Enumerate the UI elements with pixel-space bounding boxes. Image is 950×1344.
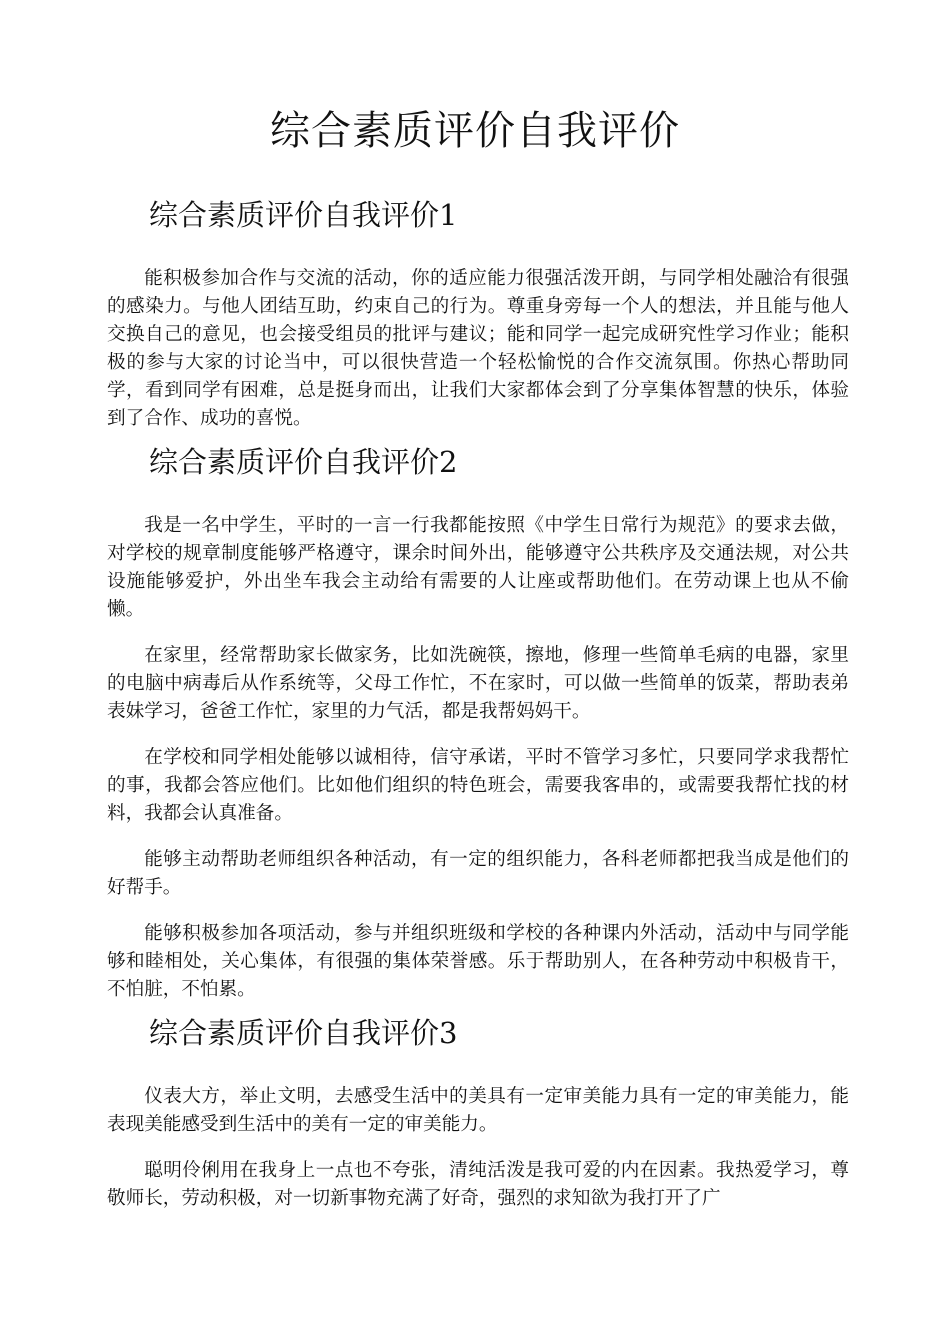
- section-2: [107, 441, 849, 1004]
- paragraph: 能够积极参加各项活动，参与并组织班级和学校的各种课内外活动，活动中与同学能够和睦相处，关心集体，有很强的集体荣誉感。乐于帮助别人，在各种劳动中积极肯干，不怕脏，不怕累。: [107, 923, 849, 1000]
- section-heading: 综合素质评价自我评价2: [149, 445, 458, 479]
- paragraph: 在学校和同学相处能够以诚相待，信守承诺，平时不管学习多忙，只要同学求我帮忙的事，我都会答应他们。比如他们组织的特色班会，需要我客串的，或需要我帮忙找的材料，我都会认真准备。: [107, 747, 849, 824]
- paragraph: 聪明伶俐用在我身上一点也不夸张，清纯活泼是我可爱的内在因素。我热爱学习，尊敬师长，劳动积极，对一切新事物充满了好奇，强烈的求知欲为我打开了广: [107, 1160, 849, 1209]
- document-title: 综合素质评价自我评价: [270, 108, 680, 154]
- section-3: [107, 1012, 849, 1213]
- section-heading: 综合素质评价自我评价3: [149, 1016, 458, 1050]
- document-body: [107, 188, 849, 1213]
- section-1: [107, 194, 849, 433]
- paragraph: 能积极参加合作与交流的活动，你的适应能力很强活泼开朗，与同学相处融洽有很强的感染力。与他人团结互助，约束自己的行为。尊重身旁每一个人的想法，并且能与他人交换自己的意见，也会接受组员的批评与建议；能和同学一起完成研究性学习作业；能积极的参与大家的讨论当中，可以很快营造一个轻松愉悦的合作交流氛围。你热心帮助同学，看到同学有困难，总是挺身而出，让我们大家都体会到了分享集体智慧的快乐，体验到了合作、成功的喜悦。: [107, 268, 849, 429]
- paragraph: 我是一名中学生，平时的一言一行我都能按照《中学生日常行为规范》的要求去做，对学校的规章制度能够严格遵守，课余时间外出，能够遵守公共秩序及交通法规，对公共设施能够爱护，外出坐车我会主动给有需要的人让座或帮助他们。在劳动课上也从不偷懒。: [107, 515, 849, 620]
- paragraph: 仪表大方，举止文明，去感受生活中的美具有一定审美能力具有一定的审美能力，能表现美能感受到生活中的美有一定的审美能力。: [107, 1086, 849, 1135]
- section-heading: 综合素质评价自我评价1: [149, 198, 458, 232]
- paragraph: 能够主动帮助老师组织各种活动，有一定的组织能力，各科老师都把我当成是他们的好帮手。: [107, 849, 849, 898]
- paragraph: 在家里，经常帮助家长做家务，比如洗碗筷，擦地，修理一些简单毛病的电器，家里的电脑中病毒后从作系统等，父母工作忙，不在家时，可以做一些简单的饭菜，帮助表弟表妹学习，爸爸工作忙，家里的力气活，都是我帮妈妈干。: [107, 645, 849, 722]
